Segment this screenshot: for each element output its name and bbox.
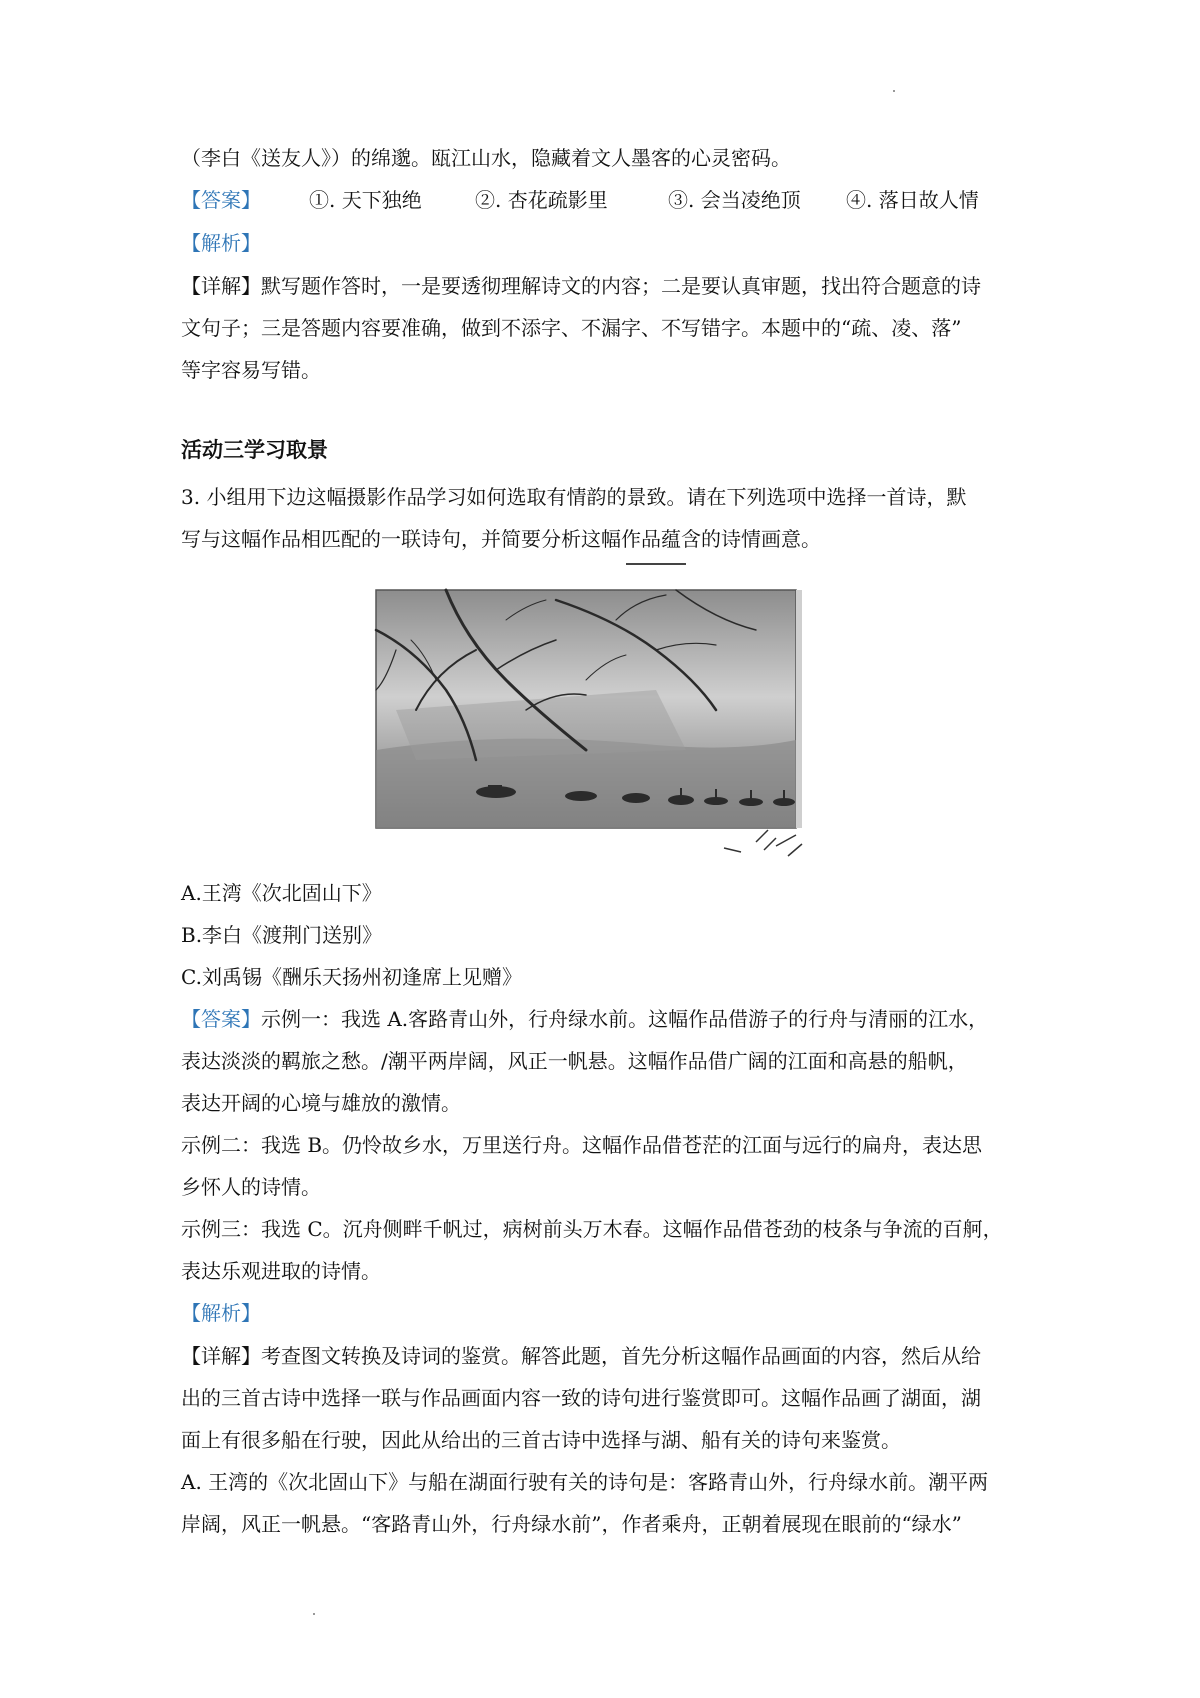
q3-answer-line-7: 表达乐观进取的诗情。: [181, 1259, 381, 1283]
scan-speck: [893, 90, 895, 92]
q2-detail-line-1: [181, 272, 1031, 300]
q3-option-c: C.刘禹锡《酬乐天扬州初逢席上见赠》: [181, 965, 522, 989]
photograph-lake-boats: [356, 560, 846, 864]
q2-detail-line-3: 等字容易写错。: [181, 358, 321, 382]
section-title: 活动三学习取景: [181, 438, 328, 462]
q3-detail-line-2: 出的三首古诗中选择一联与作品画面内容一致的诗句进行鉴赏即可。这幅作品画了湖面，湖: [181, 1386, 981, 1410]
q2-answer-3: ③. 会当凌绝顶: [668, 188, 801, 212]
q3-answer-text-1: 示例一：我选 A.客路青山外，行舟绿水前。这幅作品借游子的行舟与清丽的江水，: [261, 1007, 989, 1031]
q2-analysis-tag: 【解析】: [181, 231, 261, 255]
q3-detail-line-1: [181, 1342, 1031, 1370]
q3-answer-line-6: 示例三：我选 C。沉舟侧畔千帆过，病树前头万木春。这幅作品借苍劲的枝条与争流的百舸，: [181, 1217, 1003, 1241]
q3-answer-tag: 【答案】: [181, 1007, 261, 1031]
q3-answer-line-3: 表达开阔的心境与雄放的激情。: [181, 1091, 461, 1115]
q3-detail-text-1: 考查图文转换及诗词的鉴赏。解答此题，首先分析这幅作品画面的内容，然后从给: [261, 1344, 981, 1368]
q3-option-a: A.王湾《次北固山下》: [181, 881, 382, 905]
q3-answer-line-5: 乡怀人的诗情。: [181, 1175, 321, 1199]
q3-detail-line-4: A. 王湾的《次北固山下》与船在湖面行驶有关的诗句是：客路青山外，行舟绿水前。潮平两: [181, 1470, 989, 1494]
q3-detail-tag: 【详解】: [181, 1344, 261, 1368]
q3-stem-line-1: 3. 小组用下边这幅摄影作品学习如何选取有情韵的景致。请在下列选项中选择一首诗，默: [181, 485, 967, 509]
q2-detail-line-2: 文句子；三是答题内容要准确，做到不添字、不漏字、不写错字。本题中的“疏、凌、落”: [181, 316, 962, 340]
q3-answer-line-4: 示例二：我选 B。仍怜故乡水，万里送行舟。这幅作品借苍茫的江面与远行的扁舟，表达思: [181, 1133, 983, 1157]
q3-answer-line-1: [181, 1005, 1031, 1033]
q2-detail-tag: 【详解】: [181, 274, 261, 298]
q2-answer-tag: 【答案】: [181, 188, 261, 212]
q3-detail-line-5: 岸阔，风正一帆悬。“客路青山外，行舟绿水前”，作者乘舟，正朝着展现在眼前的“绿水”: [181, 1512, 962, 1536]
scan-speck: [313, 1613, 315, 1615]
q3-stem-line-2: 写与这幅作品相匹配的一联诗句，并简要分析这幅作品蕴含的诗情画意。: [181, 527, 821, 551]
q3-detail-line-3: 面上有很多船在行驶，因此从给出的三首古诗中选择与湖、船有关的诗句来鉴赏。: [181, 1428, 901, 1452]
q3-option-b: B.李白《渡荆门送别》: [181, 923, 383, 947]
q2-detail-text-1: 默写题作答时，一是要透彻理解诗文的内容；二是要认真审题，找出符合题意的诗: [261, 274, 981, 298]
q2-answer-2: ②. 杏花疏影里: [475, 188, 608, 212]
q2-answer-1: ①. 天下独绝: [309, 188, 422, 212]
continuation-text: （李白《送友人》）的绵邈。瓯江山水，隐藏着文人墨客的心灵密码。: [181, 146, 791, 170]
q2-answer-4: ④. 落日故人情: [846, 188, 979, 212]
q3-analysis-tag: 【解析】: [181, 1301, 261, 1325]
q3-answer-line-2: 表达淡淡的羁旅之愁。/潮平两岸阔，风正一帆悬。这幅作品借广阔的江面和高悬的船帆，: [181, 1049, 968, 1073]
